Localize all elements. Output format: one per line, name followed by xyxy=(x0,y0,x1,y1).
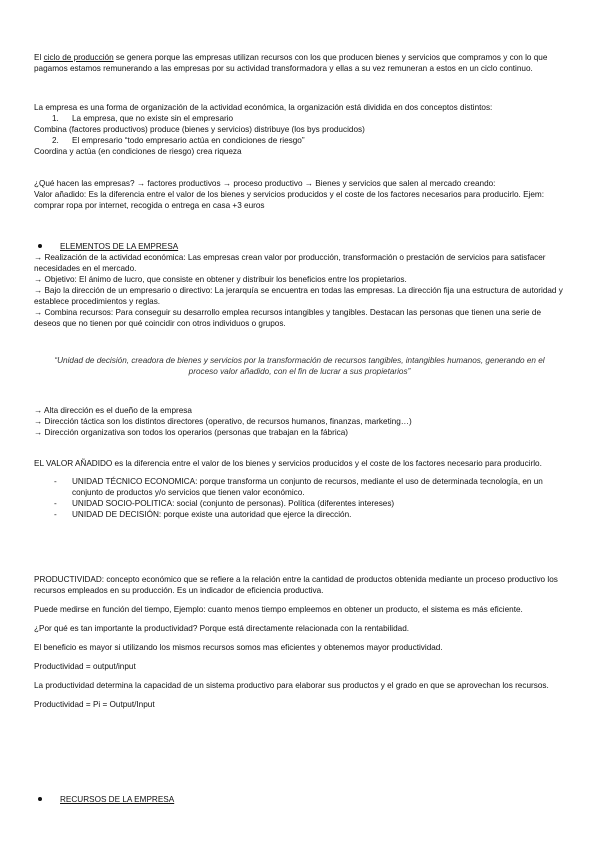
list-item: → Dirección táctica son los distintos directores (operativo, de recursos humanos, finanzas, marketing…) xyxy=(34,417,412,426)
list-item: → Combina recursos: Para conseguir su desarrollo emplea recursos intangibles y tangibles. Destacan las personas que tienen una serie de deseos que no tienen por qué coincidir con otros individuos o grupos. xyxy=(34,308,541,328)
dash-item xyxy=(34,476,563,498)
text: UNIDAD TÉCNICO ECONOMICA: porque transforma un conjunto de recursos, mediante el uso de determinada tecnología, en un conjunto de productos y/o servicios que tienen valor económico. xyxy=(72,477,543,497)
dash-item xyxy=(34,498,563,509)
paragraph-productividad xyxy=(34,574,563,710)
list-item: → Dirección organizativa son todos los operarios (personas que trabajan en la fábrica) xyxy=(34,428,349,437)
text: El empresario “todo empresario actúa en condiciones de riesgo” xyxy=(72,136,305,145)
numbered-item xyxy=(34,113,563,124)
paragraph-valor-anadido xyxy=(34,458,563,520)
paragraph-direccion xyxy=(34,405,563,438)
quote-text: “Unidad de decisión, creadora de bienes y servicios por la transformación de recursos tangibles, intangibles humanos, generando en el proceso valor añadido, con el fin de lucrar a sus propietarios” xyxy=(54,356,545,376)
text: El beneficio es mayor si utilizando los mismos recursos somos mas eficientes y obtenemos mayor productividad. xyxy=(34,643,443,652)
numbered-item xyxy=(34,135,563,146)
text: ¿Qué hacen las empresas? → factores productivos → proceso productivo → Bienes y servicios que salen al mercado creando: xyxy=(34,179,496,188)
text: La productividad determina la capacidad de un sistema productivo para elaborar sus productos y el grado en que se aprovechan los recursos. xyxy=(34,681,549,690)
section-heading xyxy=(34,241,563,252)
text: Valor añadido: Es la diferencia entre el valor de los bienes y servicios producidos y el coste de los factores necesarios para producirlo. Ejem: comprar ropa por internet, recogida o entrega en casa +3 euros xyxy=(34,190,545,210)
text: UNIDAD DE DECISIÓN: porque existe una autoridad que ejerce la dirección. xyxy=(72,510,352,519)
section-recursos xyxy=(34,794,563,805)
formula: Productividad = Pi = Output/Input xyxy=(34,700,155,709)
formula: Productividad = output/input xyxy=(34,662,136,671)
paragraph-que-hacen xyxy=(34,178,563,211)
dash-marker: - xyxy=(54,477,57,486)
text: Combina (factores productivos) produce (bienes y servicios) distribuye (los bys producidos) xyxy=(34,125,365,134)
text: UNIDAD SOCIO-POLITICA: social (conjunto de personas). Política (diferentes intereses) xyxy=(72,499,395,508)
item-number: 1. xyxy=(52,114,59,123)
list-item: → Objetivo: El ánimo de lucro, que consiste en obtener y distribuir los beneficios entre los propietarios. xyxy=(34,275,407,284)
text: EL VALOR AÑADIDO es la diferencia entre el valor de los bienes y servicios producidos y el coste de los factores necesario para producirlo. xyxy=(34,459,542,468)
text: ¿Por qué es tan importante la productividad? Porque está directamente relacionada con la rentabilidad. xyxy=(34,624,410,633)
list-item: → Alta dirección es el dueño de la empresa xyxy=(34,406,192,415)
list-item: → Realización de la actividad económica: Las empresas crean valor por producción, transformación o prestación de servicios para satisfacer necesidades en el mercado. xyxy=(34,253,546,273)
text: La empresa es una forma de organización de la actividad económica, la organización está dividida en dos conceptos distintos: xyxy=(34,103,493,112)
section-heading xyxy=(34,794,563,805)
section-elementos xyxy=(34,241,563,329)
paragraph-empresa xyxy=(34,102,563,157)
dash-item xyxy=(34,509,563,520)
text: se genera porque las empresas utilizan recursos con los que producen bienes y servicios que compramos y con lo que pagamos estamos remunerando a las empresas por su actividad transformadora y ellas a su vez remuneran a estos en un ciclo continuo. xyxy=(34,53,548,73)
list-item: → Bajo la dirección de un empresario o directivo: La jerarquía se encuentra en todas las empresas. La dirección fija una estructura de autoridad y establece procedimientos y reglas. xyxy=(34,286,563,306)
underlined-term: ciclo de producción xyxy=(43,53,114,62)
bullet-icon xyxy=(38,244,42,248)
text: La empresa, que no existe sin el empresario xyxy=(72,114,234,123)
bullet-icon xyxy=(38,797,42,801)
heading-text: ELEMENTOS DE LA EMPRESA xyxy=(60,242,179,251)
heading-text: RECURSOS DE LA EMPRESA xyxy=(60,795,175,804)
item-number: 2. xyxy=(52,136,59,145)
text: Puede medirse en función del tiempo, Ejemplo: cuanto menos tiempo empleemos en obtener un producto, el sistema es más eficiente. xyxy=(34,605,523,614)
text: El xyxy=(34,53,44,62)
text: Coordina y actúa (en condiciones de riesgo) crea riqueza xyxy=(34,147,242,156)
paragraph-ciclo xyxy=(34,52,563,74)
text: PRODUCTIVIDAD: concepto económico que se refiere a la relación entre la cantidad de productos obtenida mediante un proceso productivo los recursos empleados en su producción. Es un indicador de eficiencia productiva. xyxy=(34,575,558,595)
definition-quote xyxy=(40,355,559,377)
dash-marker: - xyxy=(54,510,57,519)
dash-marker: - xyxy=(54,499,57,508)
